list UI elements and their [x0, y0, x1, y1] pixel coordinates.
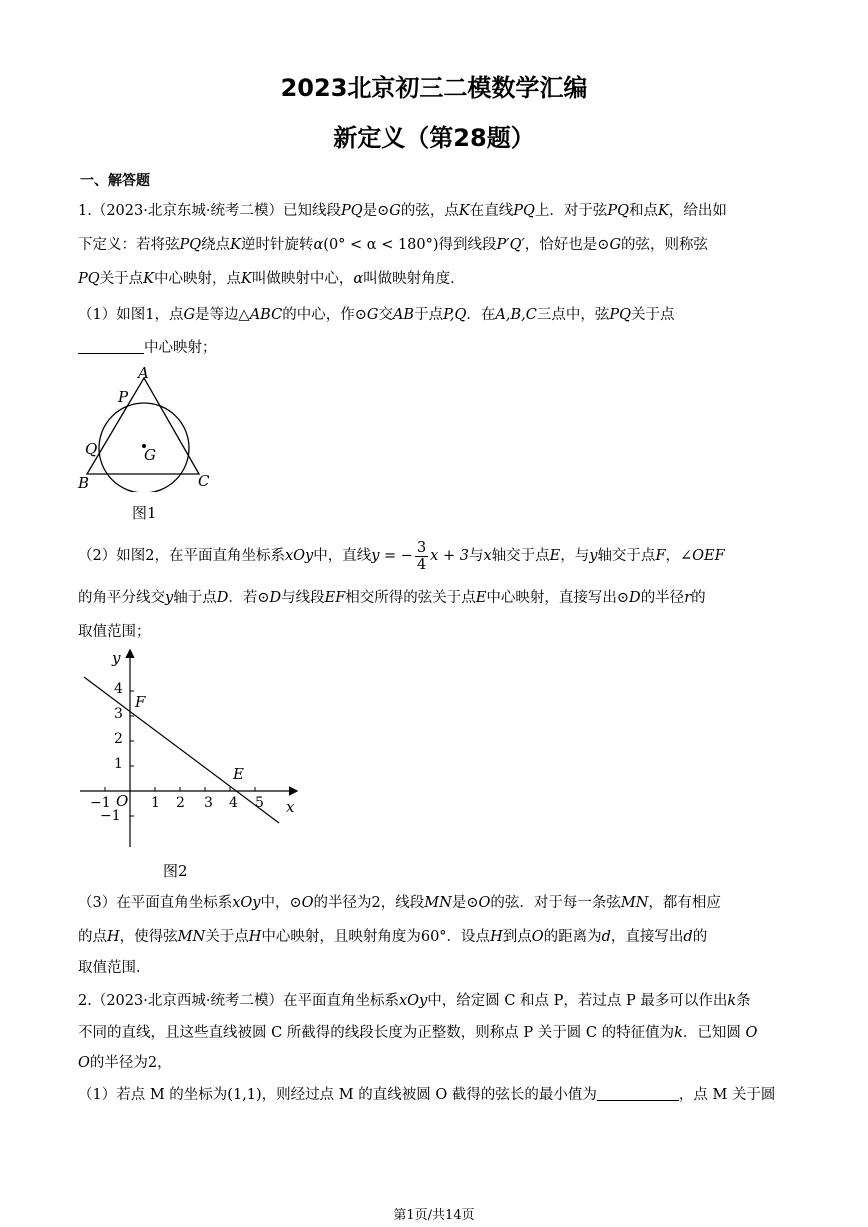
- ytick-4: 4: [114, 681, 123, 697]
- label-e: E: [233, 765, 244, 783]
- q1-line-3: PQ关于点K中心映射，点K叫做映射中心，α叫做映射角度．: [78, 271, 465, 287]
- label-p: P: [118, 388, 129, 406]
- q2-line-2: 不同的直线，且这些直线被圆 C 所截得的线段长度为正整数，则称点 P 关于圆 C 的特征值为k．已知圆 O: [78, 1025, 758, 1041]
- q1-line-2: 下定义：若将弦PQ绕点K逆时针旋转α(0° < α < 180°)得到线段P′Q′，恰好也是⊙G的弦，则称弦: [78, 237, 709, 253]
- q2-line-3: O的半径为2，: [78, 1055, 172, 1071]
- answer-blank-2[interactable]: [597, 1084, 679, 1101]
- figure-1-caption: 图1: [132, 504, 157, 522]
- figure-2-caption: 图2: [163, 862, 188, 880]
- q1-part1-line-1: （1）如图1，点G是等边△ABC的中心，作⊙G交AB于点P,Q．在A,B,C三点中，弦PQ关于点: [78, 307, 675, 323]
- label-g: G: [144, 446, 156, 464]
- page-title: 2023北京初三二模数学汇编: [280, 74, 588, 102]
- q1-part1-line-2: 中心映射；: [78, 331, 790, 365]
- q1-part2-line-2: 的角平分线交y轴于点D．若⊙D与线段EF相交所得的弦关于点E中心映射，直接写出⊙D的半径r的: [78, 590, 706, 606]
- q1-part3-line-1: （3）在平面直角坐标系xOy中，⊙O的半径为2，线段MN是⊙O的弦．对于每一条弦MN，都有相应: [78, 895, 721, 911]
- q2-line-1: 2.（2023·北京西城·统考二模）在平面直角坐标系xOy中，给定圆 C 和点 P，若过点 P 最多可以作出k条: [78, 993, 751, 1009]
- label-q: Q: [85, 440, 98, 458]
- xtick-2: 2: [176, 795, 185, 811]
- triangle-abc: [87, 378, 199, 474]
- q1-part2-line-3: 取值范围；: [78, 624, 151, 640]
- figure-2: [74, 645, 304, 855]
- ytick-2: 2: [114, 731, 123, 747]
- label-f: F: [135, 693, 146, 711]
- ytick-3: 3: [114, 706, 123, 722]
- q1-line-1: 1.（2023·北京东城·统考二模）已知线段PQ是⊙G的弦，点K在直线PQ上．对于弦PQ和点K，给出如: [78, 203, 727, 219]
- origin-label: O: [116, 792, 129, 810]
- section-heading: 一、解答题: [80, 173, 150, 189]
- label-b: B: [78, 474, 90, 492]
- label-a: A: [138, 364, 149, 382]
- y-axis-label: y: [112, 649, 121, 667]
- ytick-neg1: −1: [100, 808, 121, 824]
- fraction: $\frac{3}{4}$: [416, 539, 427, 573]
- q1-part3-line-2: 的点H，使得弦MN关于点H中心映射，且映射角度为60°．设点H到点O的距离为d，直接写出d的: [78, 929, 708, 945]
- page-subtitle: 新定义（第28题）: [333, 124, 535, 152]
- label-c: C: [198, 472, 210, 490]
- q1-part3-line-3: 取值范围．: [78, 960, 151, 976]
- xtick-1: 1: [151, 795, 160, 811]
- q1-part2-line-1: （2）如图2，在平面直角坐标系xOy中，直线y = − $\frac{3}{4}$ x + 3与x轴交于点E，与y轴交于点F，∠OEF: [78, 539, 725, 573]
- page-footer: 第1页/共14页: [393, 1208, 475, 1223]
- x-axis-label: x: [286, 798, 295, 816]
- xtick-neg1: −1: [90, 795, 111, 811]
- xtick-5: 5: [255, 795, 264, 811]
- xtick-4: 4: [229, 795, 238, 811]
- figure-1: [74, 362, 224, 492]
- xtick-3: 3: [204, 795, 213, 811]
- ytick-1: 1: [114, 756, 123, 772]
- answer-blank-1[interactable]: [78, 337, 144, 354]
- q2-part1-line-1: （1）若点 M 的坐标为(1,1)，则经过点 M 的直线被圆 O 截得的弦长的最小值为 ，点 M 关于圆: [78, 1078, 790, 1112]
